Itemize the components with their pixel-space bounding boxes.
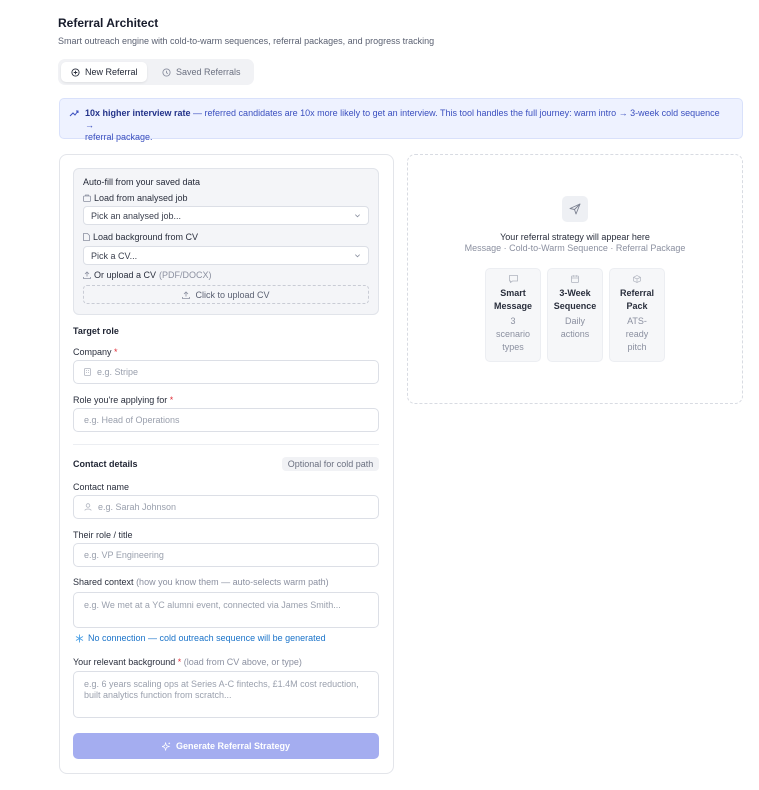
send-icon (569, 203, 581, 215)
tab-new-referral-label: New Referral (85, 67, 138, 77)
contact-title-input[interactable] (73, 543, 379, 567)
info-banner (59, 98, 743, 142)
background-placeholder-line2: built analytics function from scratch... (84, 690, 232, 700)
generate-referral-strategy-button[interactable] (73, 733, 379, 759)
feature-desc: ATS- (627, 316, 647, 326)
feature-title: Sequence (553, 301, 597, 311)
company-input[interactable] (73, 360, 379, 384)
company-label-row (73, 347, 118, 357)
page-subtitle: Smart outreach engine with cold-to-warm sequences, referral packages, and progress tracking (58, 36, 435, 46)
feature-desc: pitch (627, 342, 647, 352)
history-icon (162, 68, 171, 77)
background-label: Your relevant background (73, 657, 176, 667)
cv-select[interactable] (83, 246, 369, 265)
shared-context-placeholder: e.g. We met at a YC alumni event, connected via James Smith... (84, 600, 341, 610)
cv-select-value: Pick a CV... (91, 250, 138, 261)
feature-desc: Daily (564, 316, 585, 326)
shared-context-label: Shared context (73, 577, 134, 587)
tab-saved-referrals[interactable] (154, 62, 250, 82)
sparkles-icon (162, 742, 171, 751)
send-icon-box (562, 196, 588, 222)
analysed-job-select[interactable] (83, 206, 369, 225)
contact-name-input[interactable] (73, 495, 379, 519)
shared-context-textarea[interactable] (73, 592, 379, 628)
contact-title-label: Their role / title (73, 530, 133, 540)
trending-up-icon (69, 109, 79, 117)
contact-name-placeholder: e.g. Sarah Johnson (98, 502, 177, 512)
user-icon (84, 503, 92, 511)
section-divider (73, 444, 379, 445)
autofill-title: Auto-fill from your saved data (83, 177, 201, 187)
message-icon (509, 275, 518, 283)
feature-desc: actions (560, 329, 590, 339)
tab-saved-referrals-label: Saved Referrals (176, 67, 241, 77)
feature-title: Pack (626, 301, 648, 311)
role-label-row (73, 395, 173, 405)
required-mark: * (169, 395, 174, 405)
optional-badge: Optional for cold path (282, 457, 379, 471)
role-placeholder: e.g. Head of Operations (84, 415, 180, 425)
snowflake-icon (75, 634, 84, 643)
required-mark: * (114, 347, 118, 357)
upload-icon (83, 271, 91, 279)
role-label: Role you're applying for (73, 395, 168, 405)
feature-card-3-week-sequence (547, 268, 603, 362)
chevron-down-icon (354, 252, 361, 259)
load-cv-label: Load background from CV (93, 232, 199, 242)
feature-title: 3-Week (559, 288, 591, 298)
contact-name-label: Contact name (73, 482, 130, 492)
package-icon (633, 275, 641, 283)
feature-desc: types (502, 342, 524, 352)
shared-context-label-row (73, 577, 329, 587)
background-textarea[interactable] (73, 671, 379, 718)
required-mark: * (177, 657, 182, 667)
upload-cv-button-label: Click to upload CV (195, 289, 270, 300)
load-job-label-row (83, 193, 188, 203)
feature-desc: 3 (510, 316, 516, 326)
upload-cv-button[interactable] (83, 285, 369, 304)
background-label-row (73, 657, 302, 667)
feature-desc: scenario (495, 329, 531, 339)
contact-details-heading: Contact details (73, 459, 138, 469)
page-title: Referral Architect (58, 16, 159, 30)
file-icon (83, 233, 90, 241)
background-hint: (load from CV above, or type) (183, 657, 302, 667)
briefcase-icon (83, 194, 91, 202)
feature-title: Message (493, 301, 533, 311)
target-role-heading: Target role (73, 326, 119, 336)
no-connection-notice (75, 633, 326, 643)
analysed-job-select-value: Pick an analysed job... (91, 210, 182, 221)
plus-circle-icon (71, 68, 80, 77)
banner-text-line2: referral package. (85, 132, 153, 142)
shared-context-hint: (how you know them — auto-selects warm path) (136, 577, 329, 587)
feature-title: Smart (500, 288, 526, 298)
tab-new-referral[interactable] (61, 62, 147, 82)
banner-highlight: 10x higher interview rate (85, 108, 191, 118)
feature-card-referral-pack (609, 268, 665, 362)
background-placeholder-line1: e.g. 6 years scaling ops at Series A-C fintechs, £1.4M cost reduction, (84, 679, 359, 689)
placeholder-title: Your referral strategy will appear here (500, 232, 650, 242)
placeholder-subtitle: Message · Cold-to-Warm Sequence · Referral Package (464, 243, 686, 253)
chevron-down-icon (354, 212, 361, 219)
feature-title: Referral (619, 288, 655, 298)
upload-cv-label: Or upload a CV (94, 270, 157, 280)
building-icon (84, 368, 91, 376)
tab-bar (58, 59, 254, 85)
company-label: Company (73, 347, 112, 357)
company-placeholder: e.g. Stripe (97, 367, 139, 377)
no-connection-text: No connection — cold outreach sequence will be generated (88, 633, 326, 643)
feature-card-smart-message (485, 268, 541, 362)
feature-desc: ready (625, 329, 649, 339)
role-input[interactable] (73, 408, 379, 432)
upload-cv-label-row (83, 270, 212, 280)
calendar-icon (571, 275, 579, 283)
load-job-label: Load from analysed job (94, 193, 188, 203)
upload-icon (182, 291, 190, 299)
upload-cv-hint: (PDF/DOCX) (159, 270, 212, 280)
load-cv-label-row (83, 232, 198, 242)
generate-button-label: Generate Referral Strategy (175, 741, 291, 751)
banner-text: — referred candidates are 10x more likely to get an interview. This tool handles the full journey: warm intro → 3-week cold sequence → (85, 108, 720, 130)
contact-title-placeholder: e.g. VP Engineering (84, 550, 164, 560)
